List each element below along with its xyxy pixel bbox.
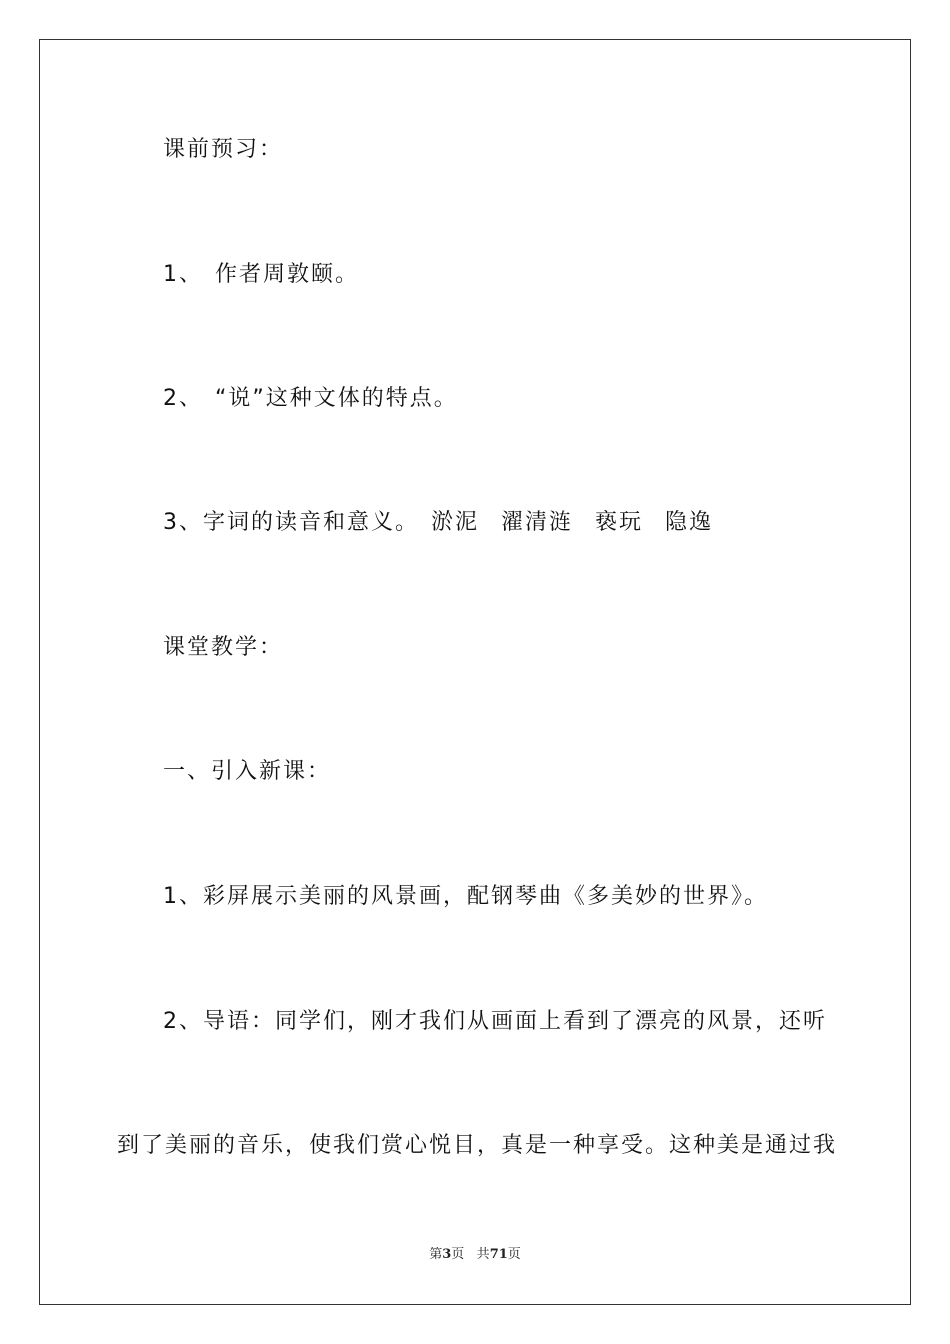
prep-item-2: [163, 384, 458, 414]
footer-total-prefix: 共: [476, 1247, 490, 1262]
prep-item-1-text: 作者周敦颐。: [215, 262, 360, 287]
section-1-heading: 一、引入新课：: [163, 759, 332, 784]
vocab-word: 亵玩: [595, 510, 644, 535]
prep-item-3-text: 3、字词的读音和意义。: [163, 510, 419, 535]
vocab-word: 濯清涟: [501, 510, 574, 535]
page-border: [39, 39, 911, 1305]
footer-prefix: 第: [429, 1247, 443, 1262]
footer-page-number: 3: [442, 1247, 452, 1262]
intro-item-1: 1、彩屏展示美丽的风景画，配钢琴曲《多美妙的世界》。: [163, 884, 768, 909]
prep-item-1-number: 1、: [163, 262, 203, 287]
prep-heading: 课前预习：: [163, 137, 284, 162]
page-footer: [0, 1246, 950, 1264]
vocab-word: 淤泥: [431, 510, 480, 535]
vocab-word: 隐逸: [665, 510, 714, 535]
footer-total-unit: 页: [507, 1247, 521, 1262]
prep-item-2-number: 2、: [163, 386, 203, 411]
prep-item-2-text: “说”这种文体的特点。: [215, 386, 458, 411]
intro-item-2-line-2: 到了美丽的音乐，使我们赏心悦目，真是一种享受。这种美是通过我: [117, 1133, 838, 1158]
prep-item-1: [163, 260, 359, 290]
class-heading: 课堂教学：: [163, 635, 284, 660]
footer-page-unit: 页: [451, 1247, 465, 1262]
footer-total-pages: 71: [489, 1247, 508, 1262]
prep-item-3: [163, 508, 713, 538]
intro-item-2-line-1: 2、导语：同学们，刚才我们从画面上看到了漂亮的风景，还听: [163, 1009, 827, 1034]
